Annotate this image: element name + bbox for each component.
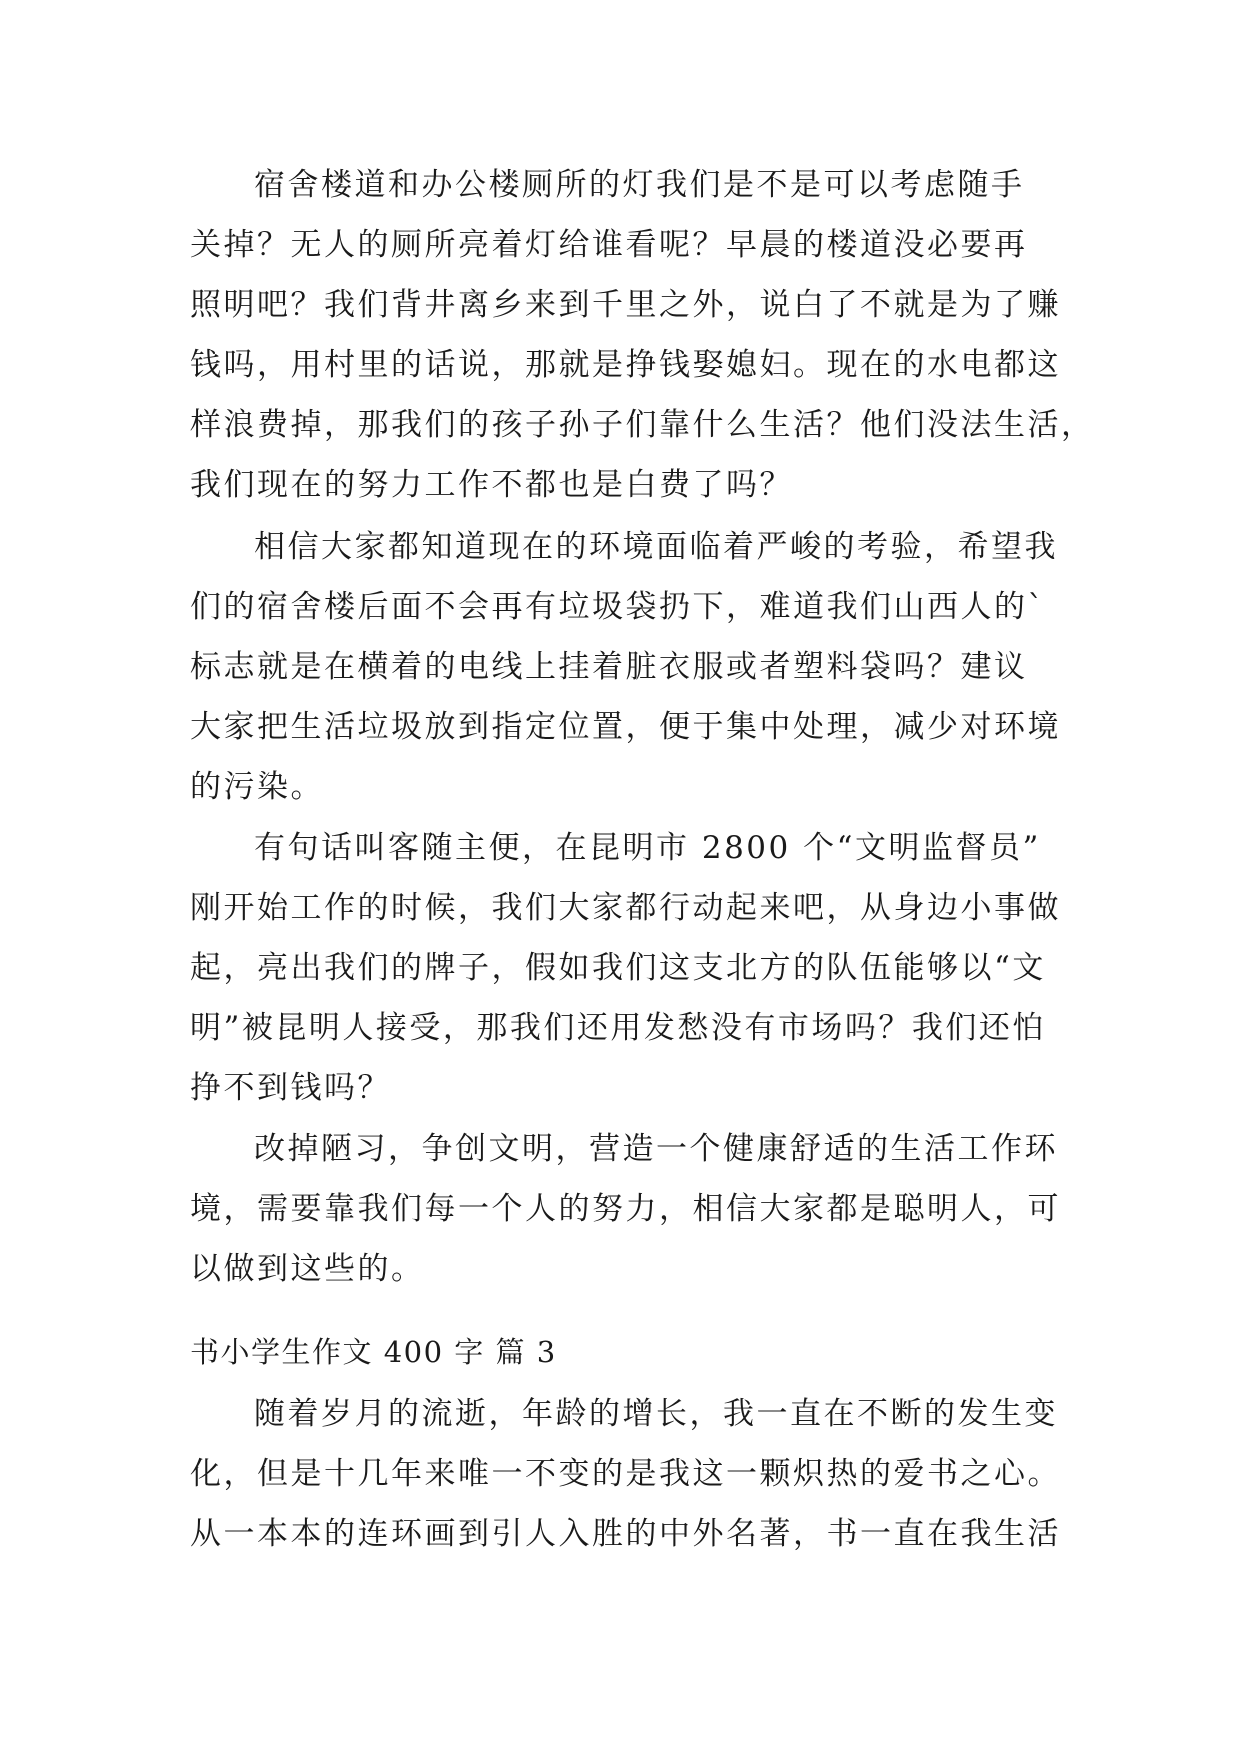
paragraph-line: 我们现在的努力工作不都也是白费了吗？ xyxy=(190,467,793,503)
paragraph-line: 刚开始工作的时候，我们大家都行动起来吧，从身边小事做 xyxy=(190,890,1061,926)
paragraph-line: 的污染。 xyxy=(190,769,324,805)
paragraph-1 xyxy=(190,155,1095,515)
paragraph-line: 们的宿舍楼后面不会再有垃圾袋扔下，难道我们山西人的` xyxy=(190,589,1046,625)
paragraph-line: 钱吗，用村里的话说，那就是挣钱娶媳妇。现在的水电都这 xyxy=(190,347,1061,383)
section-heading: 书小学生作文 400 字 篇 3 xyxy=(190,1335,557,1369)
paragraph-line: 样浪费掉，那我们的孩子孙子们靠什么生活？他们没法生活， xyxy=(190,407,1095,443)
paragraph-line: 改掉陋习，争创文明，营造一个健康舒适的生活工作环 xyxy=(254,1131,1058,1167)
paragraph-line: 起，亮出我们的牌子，假如我们这支北方的队伍能够以“文 xyxy=(190,950,1046,986)
paragraph-line: 以做到这些的。 xyxy=(190,1251,425,1287)
paragraph-line: 化，但是十几年来唯一不变的是我这一颗炽热的爱书之心。 xyxy=(190,1456,1061,1492)
paragraph-line: 宿舍楼道和办公楼厕所的灯我们是不是可以考虑随手 xyxy=(254,167,1025,203)
paragraph-line: 大家把生活垃圾放到指定位置，便于集中处理，减少对环境 xyxy=(190,709,1061,745)
paragraph-line: 挣不到钱吗？ xyxy=(190,1070,391,1106)
paragraph-line: 明”被昆明人接受，那我们还用发愁没有市场吗？我们还怕 xyxy=(190,1010,1046,1046)
paragraph-line: 境，需要靠我们每一个人的努力，相信大家都是聪明人，可 xyxy=(190,1191,1061,1227)
paragraph-2 xyxy=(190,517,1070,817)
paragraph-4 xyxy=(190,1119,1070,1299)
paragraph-line: 关掉？无人的厕所亮着灯给谁看呢？早晨的楼道没必要再 xyxy=(190,227,1028,263)
paragraph-line: 有句话叫客随主便，在昆明市 2800 个“文明监督员” xyxy=(254,830,1041,866)
section-paragraph xyxy=(190,1384,1070,1564)
paragraph-line: 相信大家都知道现在的环境面临着严峻的考验，希望我 xyxy=(254,529,1058,565)
paragraph-line: 随着岁月的流逝，年龄的增长，我一直在不断的发生变 xyxy=(254,1396,1058,1432)
paragraph-3 xyxy=(190,818,1070,1118)
paragraph-line: 标志就是在横着的电线上挂着脏衣服或者塑料袋吗？建议 xyxy=(190,649,1028,685)
paragraph-line: 照明吧？我们背井离乡来到千里之外，说白了不就是为了赚 xyxy=(190,287,1061,323)
paragraph-line: 从一本本的连环画到引人入胜的中外名著，书一直在我生活 xyxy=(190,1516,1061,1552)
